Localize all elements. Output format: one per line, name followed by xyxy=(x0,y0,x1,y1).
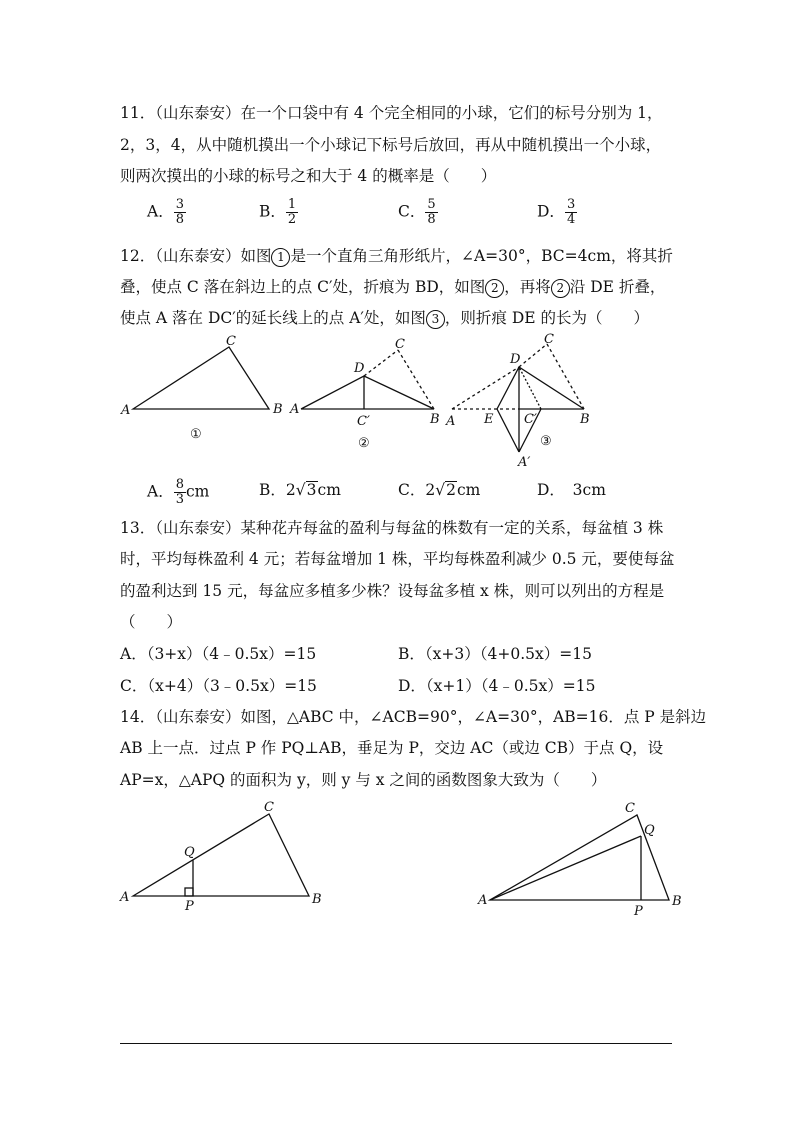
fig3-db xyxy=(519,367,584,409)
fig2-triangle xyxy=(301,376,434,409)
option-letter: D． xyxy=(537,202,565,221)
fig3-dashed-inner xyxy=(519,367,541,409)
q14-right-label-p: P xyxy=(634,904,643,919)
footer-divider xyxy=(120,1043,672,1044)
q14-right-label-c: C xyxy=(625,801,635,816)
fig3-dashed-cb xyxy=(547,344,584,409)
fig3-label-aprime: A′ xyxy=(518,455,531,470)
q14-left-label-c: C xyxy=(264,800,274,815)
q11-line-3: 则两次摸出的小球的标号之和大于 4 的概率是（ ） xyxy=(120,167,497,185)
q14-right-label-b: B xyxy=(672,894,682,909)
fig2-dashed-dc xyxy=(364,350,398,376)
q14-left-label-b: B xyxy=(312,892,322,907)
fig3-dashed-dc xyxy=(519,344,547,367)
circled-number: 3 xyxy=(426,310,445,329)
option-letter: C． xyxy=(398,202,426,221)
fig3-label-a: A xyxy=(446,414,456,429)
fig1-number: ① xyxy=(190,427,202,442)
q14-line-2: AB 上一点．过点 P 作 PQ⊥AB，垂足为 P，交边 AC（或边 CB）于点 Q，设 xyxy=(120,739,664,757)
q14-left-label-a: A xyxy=(120,890,130,905)
fig3-label-b: B xyxy=(580,412,590,427)
q14-right-aq xyxy=(490,836,641,900)
fig3-number: ③ xyxy=(540,434,552,449)
q13-line-4: （ ） xyxy=(120,613,183,631)
q14-line-3: AP=x，△APQ 的面积为 y，则 y 与 x 之间的函数图象大致为（ ） xyxy=(120,771,607,789)
q12-line-2: 叠，使点 C 落在斜边上的点 C′处，折痕为 BD，如图 2 ，再将 2 沿 DE 折叠， xyxy=(120,278,666,296)
q14-left-right-angle xyxy=(185,888,193,896)
circled-number: 2 xyxy=(551,279,570,298)
fig1-label-a: A xyxy=(121,403,131,418)
fig3-e-aprime xyxy=(497,409,519,452)
q13-line-1: 13．（山东泰安）某种花卉每盆的盈利与每盆的株数有一定的关系，每盆植 3 株 xyxy=(120,519,664,537)
q12-option-c[interactable]: C．2√2cm xyxy=(398,481,481,499)
q13-line-2: 时，平均每株盈利 4 元；若每盆增加 1 株，平均每株盈利减少 0.5 元，要使每盆 xyxy=(120,550,675,568)
q12-option-a[interactable]: A． $\frac{8}{3}$ cm xyxy=(147,477,210,507)
fig2-label-cprime: C′ xyxy=(357,414,370,429)
fig3-dashed-ad xyxy=(452,367,519,409)
fraction: $\frac{3}{4}$ xyxy=(566,197,576,227)
q13-option-d[interactable]: D．（x+1）（4﹣0.5x）=15 xyxy=(398,677,596,695)
q14-line-1: 14．（山东泰安）如图，△ABC 中，∠ACB=90°，∠A=30°，AB=16．点 P 是斜边 xyxy=(120,708,707,726)
q13-line-3: 的盈利达到 15 元，每盆应多植多少株？设每盆多植 x 株，则可以列出的方程是 xyxy=(120,582,665,600)
q11-line-2: 2，3，4，从中随机摸出一个小球记下标号后放回，再从中随机摸出一个小球， xyxy=(120,136,662,154)
fig1-label-b: B xyxy=(273,402,283,417)
fig3-label-c: C xyxy=(544,332,554,347)
q14-right-label-q: Q xyxy=(644,823,655,838)
circled-number: 1 xyxy=(271,248,290,267)
q12-figures xyxy=(0,0,794,480)
q12-line-3: 使点 A 落在 DC′的延长线上的点 A′处，如图 3 ，则折痕 DE 的长为（ ） xyxy=(120,309,650,327)
q14-left-label-p: P xyxy=(185,899,194,914)
fig2-number: ② xyxy=(358,436,370,451)
q12-option-d[interactable]: D． 3cm xyxy=(537,481,606,499)
q14-right-label-a: A xyxy=(478,893,488,908)
fraction: $\frac{8}{3}$ xyxy=(175,477,184,507)
q14-right-triangle xyxy=(490,815,669,900)
fig1-label-c: C xyxy=(226,334,236,349)
option-letter: B． xyxy=(259,202,286,221)
option-letter: A． xyxy=(147,202,174,221)
fig2-label-a: A xyxy=(290,402,300,417)
q14-left-triangle xyxy=(133,814,309,896)
q14-figures xyxy=(0,790,794,920)
q14-left-label-q: Q xyxy=(184,845,195,860)
fraction: $\frac{3}{8}$ xyxy=(175,197,184,227)
fig2-label-c: C xyxy=(395,337,405,352)
circled-number: 2 xyxy=(485,279,504,298)
fig3-label-d: D xyxy=(510,352,521,367)
q13-option-b[interactable]: B．（x+3）（4+0.5x）=15 xyxy=(398,645,592,663)
q13-option-a[interactable]: A．（3+x）（4﹣0.5x）=15 xyxy=(120,645,317,663)
fig3-label-e: E xyxy=(484,412,494,427)
fig2-label-b: B xyxy=(430,412,440,427)
q12-line-1: 12．（山东泰安）如图 1 是一个直角三角形纸片，∠A=30°，BC=4cm，将其折 xyxy=(120,247,673,265)
q13-option-c[interactable]: C．（x+4）（3﹣0.5x）=15 xyxy=(120,677,317,695)
fraction: $\frac{1}{2}$ xyxy=(287,197,297,227)
q11-line-1: 11．（山东泰安）在一个口袋中有 4 个完全相同的小球，它们的标号分别为 1， xyxy=(120,104,663,122)
fig3-label-cprime: C′ xyxy=(524,412,537,427)
q12-option-b[interactable]: B．2√3cm xyxy=(259,481,341,499)
fraction: $\frac{5}{8}$ xyxy=(427,197,436,227)
fig2-label-d: D xyxy=(354,361,365,376)
fig1-triangle xyxy=(133,347,269,409)
